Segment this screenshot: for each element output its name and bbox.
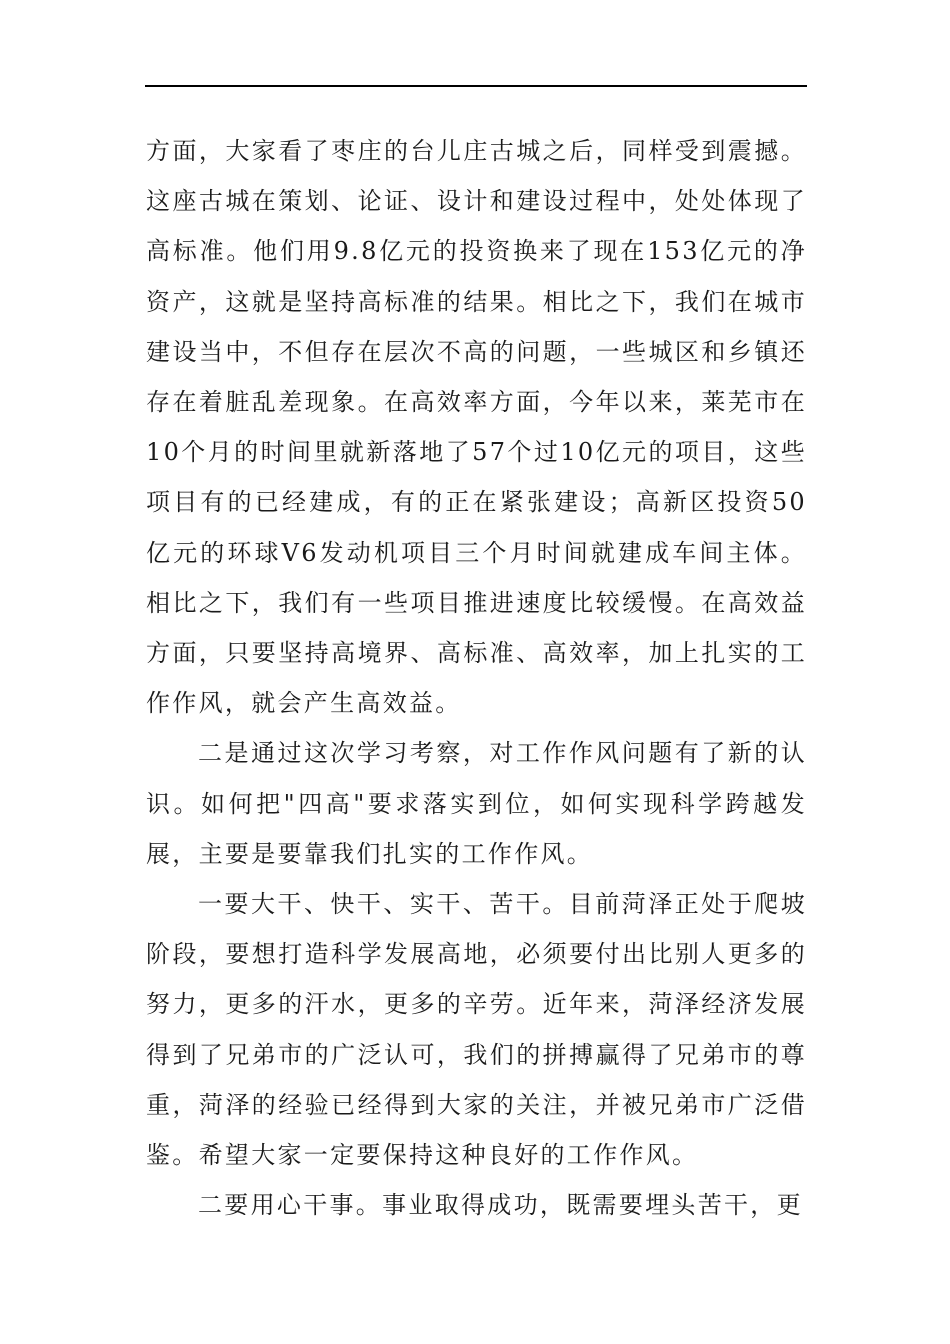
- paragraph-work-style: 二是通过这次学习考察，对工作作风问题有了新的认识。如何把"四高"要求落实到位，如何实现科学跨越发展，主要是要靠我们扎实的工作作风。: [146, 739, 807, 868]
- header-rule: [145, 85, 807, 87]
- paragraph-dedication: 二要用心干事。事业取得成功，既需要埋头苦干，更: [198, 1191, 803, 1220]
- paragraph-continued: 方面，大家看了枣庄的台儿庄古城之后，同样受到震撼。这座古城在策划、论证、设计和建设过程中，处处体现了高标准。他们用9.8亿元的投资换来了现在153亿元的净资产，这就是坚持高标准的结果。相比之下，我们在城市建设当中，不但存在层次不高的问题，一些城区和乡镇还存在着脏乱差现象。在高效率方面，今年以来，莱芜市在10个月的时间里就新落地了57个过10亿元的项目，这些项目有的已经建成，有的正在紧张建设；高新区投资50亿元的环球V6发动机项目三个月时间就建成车间主体。相比之下，我们有一些项目推进速度比较缓慢。在高效益方面，只要坚持高境界、高标准、高效率，加上扎实的工作作风，就会产生高效益。: [146, 137, 807, 718]
- paragraph-hard-work: 一要大干、快干、实干、苦干。目前菏泽正处于爬坡阶段，要想打造科学发展高地，必须要付出比别人更多的努力，更多的汗水，更多的辛劳。近年来，菏泽经济发展得到了兄弟市的广泛认可，我们的拼搏赢得了兄弟市的尊重，菏泽的经验已经得到大家的关注，并被兄弟市广泛借鉴。希望大家一定要保持这种良好的工作作风。: [146, 890, 807, 1170]
- document-body: [146, 126, 807, 1230]
